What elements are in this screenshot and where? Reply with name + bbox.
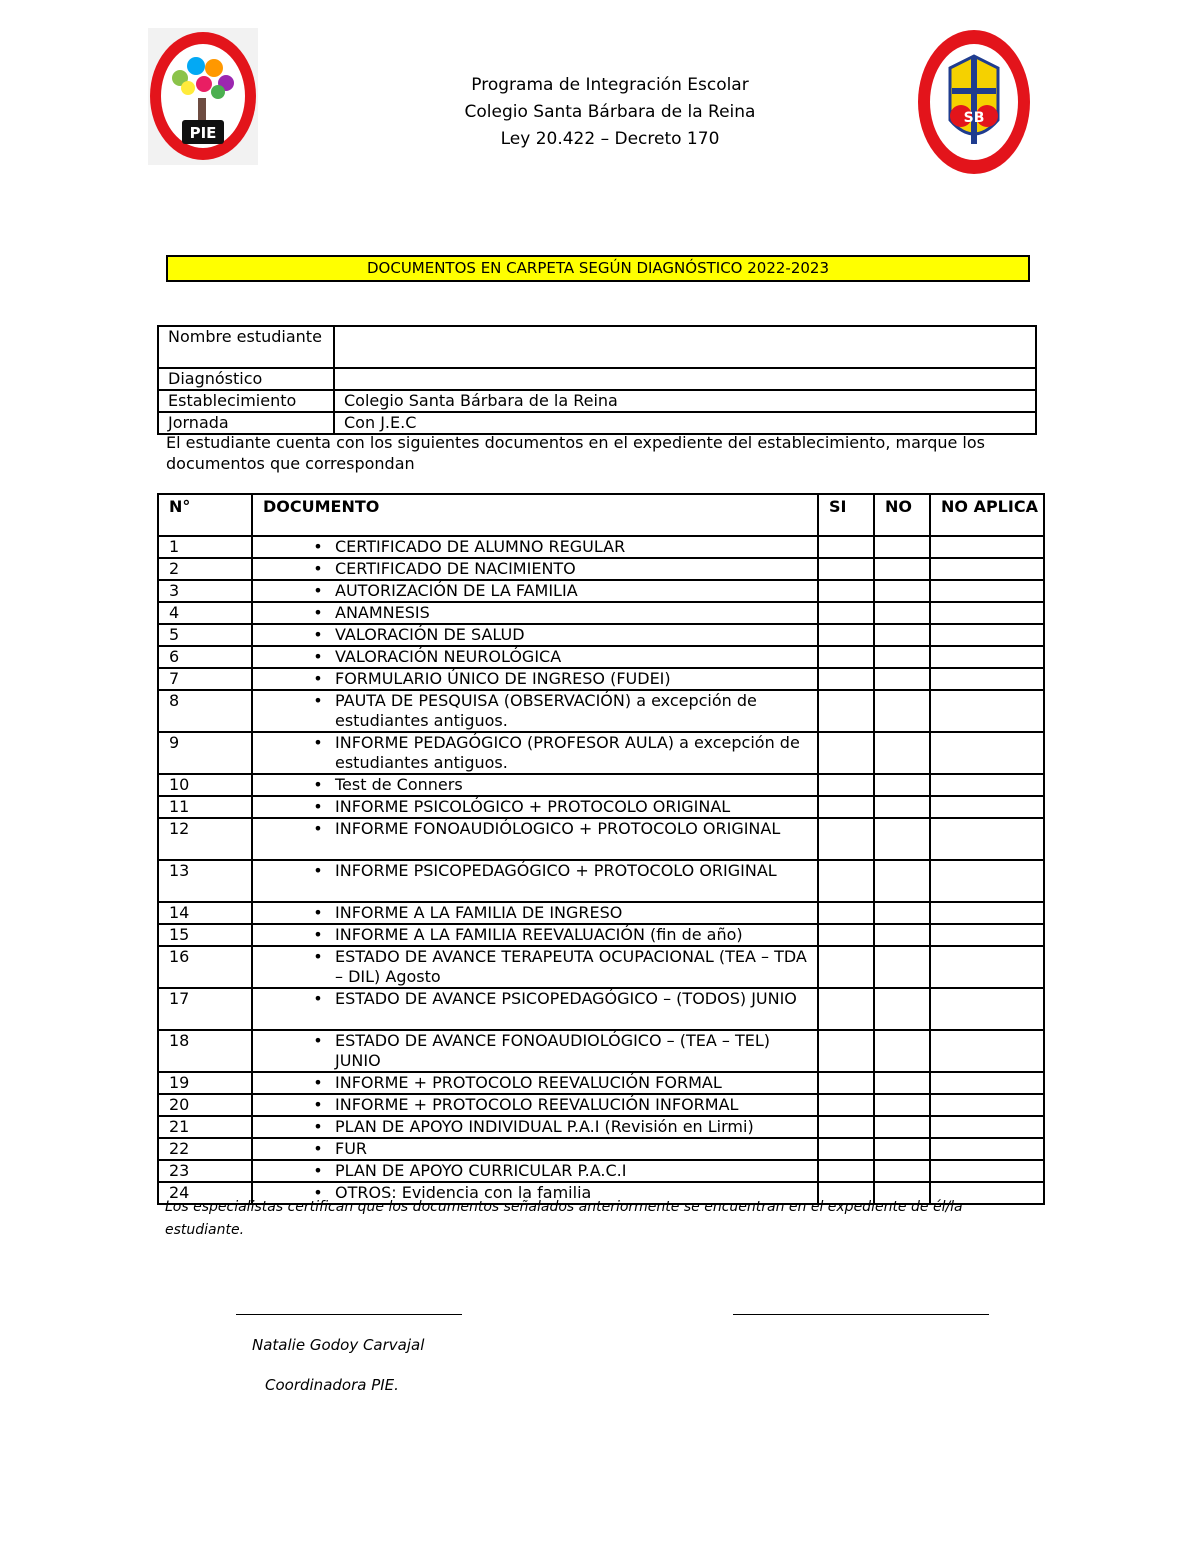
check-si-cell[interactable] — [818, 924, 874, 946]
row-number: 14 — [158, 902, 252, 924]
check-no-aplica-cell[interactable] — [930, 1030, 1044, 1072]
row-number: 20 — [158, 1094, 252, 1116]
schedule-field[interactable]: Con J.E.C — [334, 412, 1036, 434]
document-cell — [252, 796, 818, 818]
check-si-cell[interactable] — [818, 796, 874, 818]
row-number: 10 — [158, 774, 252, 796]
check-si-cell[interactable] — [818, 558, 874, 580]
table-row — [158, 602, 1044, 624]
table-row — [158, 796, 1044, 818]
check-si-cell[interactable] — [818, 1072, 874, 1094]
document-cell — [252, 1030, 818, 1072]
bullet-icon: • — [313, 733, 323, 752]
document-name: INFORME A LA FAMILIA DE INGRESO — [335, 903, 623, 922]
document-name: PLAN DE APOYO INDIVIDUAL P.A.I (Revisión en Lirmi) — [335, 1117, 754, 1136]
check-no-aplica-cell[interactable] — [930, 624, 1044, 646]
document-cell — [252, 774, 818, 796]
bullet-icon: • — [313, 559, 323, 578]
table-row — [158, 902, 1044, 924]
document-name: ESTADO DE AVANCE PSICOPEDAGÓGICO – (TODOS) JUNIO — [335, 989, 797, 1008]
check-si-cell[interactable] — [818, 988, 874, 1030]
check-no-cell[interactable] — [874, 1116, 930, 1138]
check-no-cell[interactable] — [874, 1072, 930, 1094]
check-no-cell[interactable] — [874, 774, 930, 796]
row-number: 16 — [158, 946, 252, 988]
table-row — [158, 774, 1044, 796]
table-row — [158, 1138, 1044, 1160]
check-no-aplica-cell[interactable] — [930, 1116, 1044, 1138]
row-number: 24 — [158, 1182, 252, 1204]
check-no-aplica-cell[interactable] — [930, 1138, 1044, 1160]
row-number: 9 — [158, 732, 252, 774]
row-number: 22 — [158, 1138, 252, 1160]
info-row-diagnosis — [158, 368, 1036, 390]
document-cell — [252, 924, 818, 946]
document-cell — [252, 1138, 818, 1160]
document-cell — [252, 1160, 818, 1182]
check-no-aplica-cell[interactable] — [930, 1094, 1044, 1116]
document-name: FUR — [335, 1139, 368, 1158]
check-no-aplica-cell[interactable] — [930, 668, 1044, 690]
check-si-cell[interactable] — [818, 1094, 874, 1116]
check-no-cell[interactable] — [874, 902, 930, 924]
row-number: 4 — [158, 602, 252, 624]
check-no-cell[interactable] — [874, 818, 930, 860]
document-cell — [252, 988, 818, 1030]
table-row — [158, 1094, 1044, 1116]
table-row — [158, 1160, 1044, 1182]
row-number: 12 — [158, 818, 252, 860]
document-cell — [252, 690, 818, 732]
document-name: OTROS: Evidencia con la familia — [335, 1183, 592, 1202]
check-no-aplica-cell[interactable] — [930, 988, 1044, 1030]
check-no-cell[interactable] — [874, 1094, 930, 1116]
table-row — [158, 732, 1044, 774]
document-cell — [252, 668, 818, 690]
table-row — [158, 558, 1044, 580]
document-name: ESTADO DE AVANCE TERAPEUTA OCUPACIONAL (TEA – TDA – DIL) Agosto — [335, 947, 807, 986]
school-name: Colegio Santa Bárbara de la Reina — [464, 102, 756, 122]
program-name: Programa de Integración Escolar — [471, 75, 749, 95]
info-label: Diagnóstico — [158, 368, 334, 390]
row-number: 18 — [158, 1030, 252, 1072]
document-name: PLAN DE APOYO CURRICULAR P.A.C.I — [335, 1161, 627, 1180]
table-header-row — [158, 494, 1044, 536]
signatory-name: Natalie Godoy Carvajal — [252, 1336, 425, 1354]
row-number: 1 — [158, 536, 252, 558]
bullet-icon: • — [313, 819, 323, 838]
header-no: NO — [874, 494, 930, 536]
school-crest-logo — [916, 28, 1033, 176]
table-row — [158, 580, 1044, 602]
bullet-icon: • — [313, 1117, 323, 1136]
check-no-aplica-cell[interactable] — [930, 732, 1044, 774]
document-name: INFORME PSICOPEDAGÓGICO + PROTOCOLO ORIGINAL — [335, 861, 777, 880]
bullet-icon: • — [313, 1073, 323, 1092]
row-number: 2 — [158, 558, 252, 580]
info-label: Nombre estudiante — [158, 326, 334, 368]
check-no-cell[interactable] — [874, 536, 930, 558]
document-title: DOCUMENTOS EN CARPETA SEGÚN DIAGNÓSTICO 2022-2023 — [166, 255, 1030, 282]
document-cell — [252, 1094, 818, 1116]
check-si-cell[interactable] — [818, 774, 874, 796]
document-cell — [252, 580, 818, 602]
table-row — [158, 818, 1044, 860]
check-si-cell[interactable] — [818, 946, 874, 988]
check-no-aplica-cell[interactable] — [930, 1072, 1044, 1094]
check-no-cell[interactable] — [874, 946, 930, 988]
bullet-icon: • — [313, 775, 323, 794]
bullet-icon: • — [313, 903, 323, 922]
check-si-cell[interactable] — [818, 536, 874, 558]
check-no-aplica-cell[interactable] — [930, 558, 1044, 580]
bullet-icon: • — [313, 647, 323, 666]
svg-text:SB: SB — [963, 110, 985, 126]
student-info-table — [157, 325, 1037, 435]
check-no-aplica-cell[interactable] — [930, 536, 1044, 558]
document-cell — [252, 1116, 818, 1138]
document-name: AUTORIZACIÓN DE LA FAMILIA — [335, 581, 578, 600]
check-si-cell[interactable] — [818, 1138, 874, 1160]
header-number: N° — [158, 494, 252, 536]
bullet-icon: • — [313, 1161, 323, 1180]
row-number: 13 — [158, 860, 252, 902]
check-no-aplica-cell[interactable] — [930, 818, 1044, 860]
check-no-aplica-cell[interactable] — [930, 946, 1044, 988]
check-si-cell[interactable] — [818, 580, 874, 602]
check-si-cell[interactable] — [818, 624, 874, 646]
document-name: INFORME + PROTOCOLO REEVALUCIÓN FORMAL — [335, 1073, 722, 1092]
document-name: INFORME + PROTOCOLO REEVALUCIÓN INFORMAL — [335, 1095, 739, 1114]
row-number: 6 — [158, 646, 252, 668]
bullet-icon: • — [313, 1031, 323, 1050]
bullet-icon: • — [313, 1139, 323, 1158]
student-name-field[interactable] — [334, 326, 1036, 368]
document-cell — [252, 1072, 818, 1094]
document-name: VALORACIÓN DE SALUD — [335, 625, 525, 644]
bullet-icon: • — [313, 989, 323, 1008]
document-cell — [252, 946, 818, 988]
instructions-text: El estudiante cuenta con los siguientes documentos en el expediente del establecimiento, marque los documentos que correspondan — [166, 433, 985, 473]
row-number: 17 — [158, 988, 252, 1030]
document-name: INFORME PSICOLÓGICO + PROTOCOLO ORIGINAL — [335, 797, 731, 816]
table-row — [158, 860, 1044, 902]
bullet-icon: • — [313, 581, 323, 600]
info-row-schedule — [158, 412, 1036, 434]
check-no-cell[interactable] — [874, 624, 930, 646]
document-cell — [252, 902, 818, 924]
check-no-aplica-cell[interactable] — [930, 774, 1044, 796]
bullet-icon: • — [313, 925, 323, 944]
header-block — [360, 72, 860, 153]
check-si-cell[interactable] — [818, 1160, 874, 1182]
document-name: FORMULARIO ÚNICO DE INGRESO (FUDEI) — [335, 669, 671, 688]
info-label: Establecimiento — [158, 390, 334, 412]
bullet-icon: • — [313, 1095, 323, 1114]
document-cell — [252, 818, 818, 860]
document-name: INFORME A LA FAMILIA REEVALUACIÓN (fin de año) — [335, 925, 743, 944]
check-no-cell[interactable] — [874, 602, 930, 624]
document-name: CERTIFICADO DE NACIMIENTO — [335, 559, 576, 578]
document-cell — [252, 624, 818, 646]
signature-line-left — [236, 1314, 462, 1315]
check-si-cell[interactable] — [818, 602, 874, 624]
check-si-cell[interactable] — [818, 860, 874, 902]
document-cell — [252, 536, 818, 558]
document-name: ANAMNESIS — [335, 603, 430, 622]
row-number: 3 — [158, 580, 252, 602]
row-number: 21 — [158, 1116, 252, 1138]
check-si-cell[interactable] — [818, 902, 874, 924]
signature-line-right — [733, 1314, 989, 1315]
bullet-icon: • — [313, 797, 323, 816]
info-row-name — [158, 326, 1036, 368]
table-row — [158, 988, 1044, 1030]
header-si: SI — [818, 494, 874, 536]
check-si-cell[interactable] — [818, 818, 874, 860]
check-no-cell[interactable] — [874, 580, 930, 602]
check-no-cell[interactable] — [874, 796, 930, 818]
bullet-icon: • — [313, 947, 323, 966]
bullet-icon: • — [313, 691, 323, 710]
table-row — [158, 924, 1044, 946]
table-row — [158, 946, 1044, 988]
school-field[interactable]: Colegio Santa Bárbara de la Reina — [334, 390, 1036, 412]
row-number: 8 — [158, 690, 252, 732]
check-no-cell[interactable] — [874, 732, 930, 774]
check-no-cell[interactable] — [874, 558, 930, 580]
check-si-cell[interactable] — [818, 646, 874, 668]
check-no-cell[interactable] — [874, 1160, 930, 1182]
table-row — [158, 624, 1044, 646]
document-name: INFORME FONOAUDIÓLOGICO + PROTOCOLO ORIGINAL — [335, 819, 781, 838]
certification-note: Los especialistas certifican que los documentos señalados anteriormente se encuentran en el expediente de él/la estudiante. — [165, 1199, 963, 1238]
svg-text:PIE: PIE — [189, 124, 217, 142]
header-no-aplica: NO APLICA — [930, 494, 1044, 536]
info-label: Jornada — [158, 412, 334, 434]
document-name: Test de Conners — [335, 775, 463, 794]
document-name: ESTADO DE AVANCE FONOAUDIOLÓGICO – (TEA – TEL) JUNIO — [335, 1031, 771, 1070]
check-si-cell[interactable] — [818, 1030, 874, 1072]
row-number: 5 — [158, 624, 252, 646]
check-no-aplica-cell[interactable] — [930, 690, 1044, 732]
info-row-school — [158, 390, 1036, 412]
document-cell — [252, 558, 818, 580]
check-no-aplica-cell[interactable] — [930, 902, 1044, 924]
bullet-icon: • — [313, 537, 323, 556]
check-no-aplica-cell[interactable] — [930, 860, 1044, 902]
check-no-cell[interactable] — [874, 668, 930, 690]
bullet-icon: • — [313, 861, 323, 880]
row-number: 15 — [158, 924, 252, 946]
check-no-cell[interactable] — [874, 1030, 930, 1072]
check-no-cell[interactable] — [874, 860, 930, 902]
table-row — [158, 1116, 1044, 1138]
document-cell — [252, 860, 818, 902]
check-no-cell[interactable] — [874, 690, 930, 732]
document-name: CERTIFICADO DE ALUMNO REGULAR — [335, 537, 626, 556]
row-number: 23 — [158, 1160, 252, 1182]
check-no-aplica-cell[interactable] — [930, 580, 1044, 602]
check-no-cell[interactable] — [874, 924, 930, 946]
table-row — [158, 646, 1044, 668]
check-si-cell[interactable] — [818, 1116, 874, 1138]
document-cell — [252, 732, 818, 774]
table-row — [158, 1072, 1044, 1094]
table-row — [158, 668, 1044, 690]
bullet-icon: • — [313, 625, 323, 644]
bullet-icon: • — [313, 669, 323, 688]
table-row — [158, 1030, 1044, 1072]
table-row — [158, 536, 1044, 558]
check-no-aplica-cell[interactable] — [930, 924, 1044, 946]
signatory-role: Coordinadora PIE. — [265, 1376, 399, 1394]
header-document: DOCUMENTO — [252, 494, 818, 536]
check-no-aplica-cell[interactable] — [930, 602, 1044, 624]
check-si-cell[interactable] — [818, 668, 874, 690]
check-no-cell[interactable] — [874, 988, 930, 1030]
diagnosis-field[interactable] — [334, 368, 1036, 390]
document-cell — [252, 646, 818, 668]
row-number: 7 — [158, 668, 252, 690]
check-no-aplica-cell[interactable] — [930, 646, 1044, 668]
check-no-aplica-cell[interactable] — [930, 1160, 1044, 1182]
table-row — [158, 690, 1044, 732]
bullet-icon: • — [313, 1183, 323, 1202]
document-name: VALORACIÓN NEUROLÓGICA — [335, 647, 562, 666]
document-name: PAUTA DE PESQUISA (OBSERVACIÓN) a excepción de estudiantes antiguos. — [335, 691, 757, 730]
pie-logo — [148, 28, 258, 165]
check-si-cell[interactable] — [818, 690, 874, 732]
check-no-cell[interactable] — [874, 1138, 930, 1160]
check-no-aplica-cell[interactable] — [930, 796, 1044, 818]
row-number: 19 — [158, 1072, 252, 1094]
check-no-cell[interactable] — [874, 646, 930, 668]
documents-table — [157, 493, 1045, 1205]
bullet-icon: • — [313, 603, 323, 622]
document-name: INFORME PEDAGÓGICO (PROFESOR AULA) a excepción de estudiantes antiguos. — [335, 733, 800, 772]
check-si-cell[interactable] — [818, 732, 874, 774]
row-number: 11 — [158, 796, 252, 818]
law-reference: Ley 20.422 – Decreto 170 — [500, 129, 720, 149]
document-cell — [252, 602, 818, 624]
